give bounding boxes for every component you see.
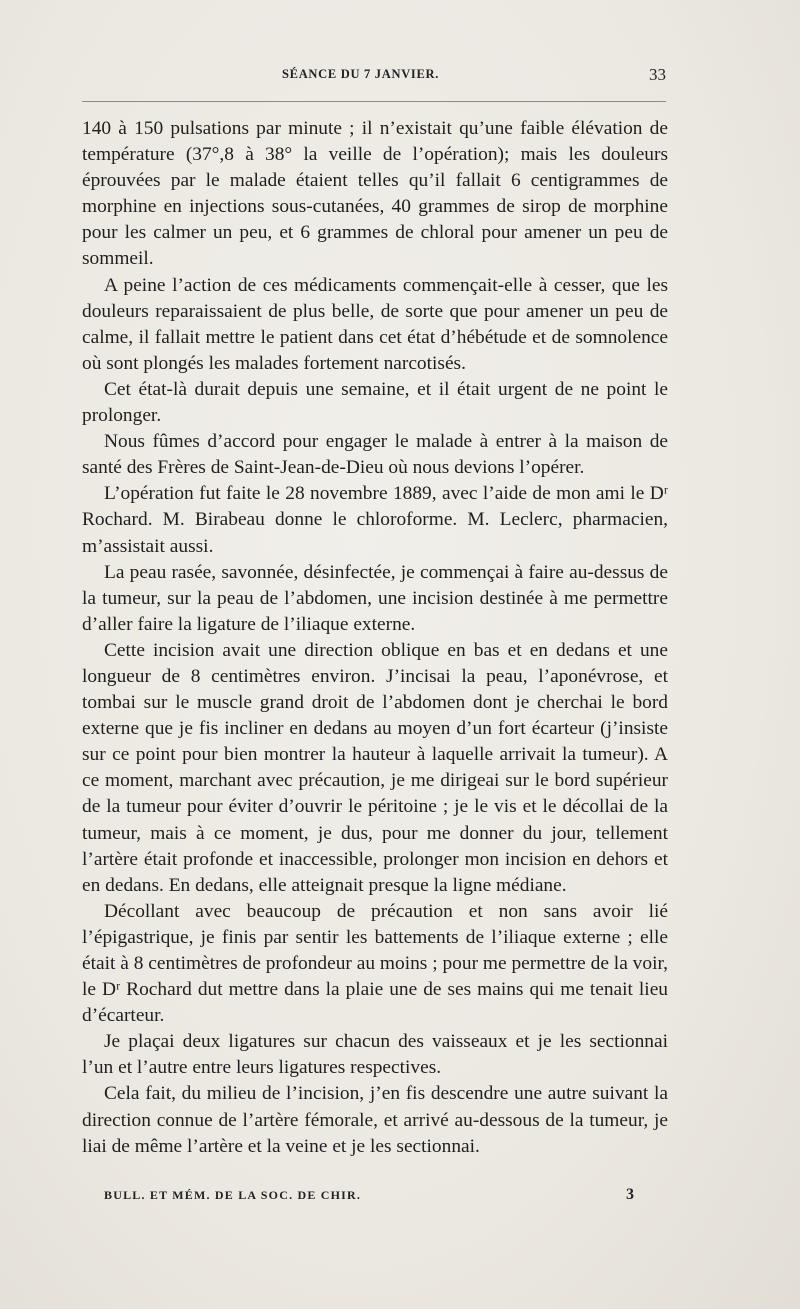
paragraph-6: La peau rasée, savonnée, désinfectée, je commençai à faire au-dessus de la tumeur, sur la peau de l’abdomen, une incision destinée à me permettre d’aller faire la ligature de l’iliaque externe. bbox=[82, 561, 668, 635]
page-header bbox=[82, 63, 666, 85]
paragraph-7: Cette incision avait une direction oblique en bas et en dedans et une longueur de 8 centimètres environ. J’incisai la peau, l’aponévrose, et tombai sur le muscle grand droit de l’abdomen dont je cherchai le bord externe que je fis incliner en dedans au moyen d’un fort écarteur (j’insiste sur ce point pour bien montrer la hauteur à laquelle arrivait la tumeur). A ce moment, marchant avec précaution, je me dirigeai sur le bord supérieur de la tumeur pour éviter d’ouvrir le péritoine ; je le vis et le décollai de la tumeur, mais à ce moment, je dus, pour me donner du jour, tellement l’artère était profonde et inaccessible, prolonger mon incision en dehors et en dedans. En dedans, elle atteignait presque la ligne médiane. bbox=[82, 639, 668, 896]
header-rule bbox=[82, 101, 666, 102]
signature-mark: 3 bbox=[626, 1186, 634, 1203]
page-footer bbox=[104, 1188, 634, 1208]
page-number: 33 bbox=[649, 65, 666, 84]
paragraph-5: L’opération fut faite le 28 novembre 1889, avec l’aide de mon ami le Dʳ Rochard. M. Birabeau donne le chloroforme. M. Leclerc, pharmacien, m’assistait aussi. bbox=[82, 483, 668, 557]
paragraph-8: Décollant avec beaucoup de précaution et non sans avoir lié l’épigastrique, je finis par sentir les battements de l’iliaque externe ; elle était à 8 centimètres de profondeur au moins ; pour me permettre de la voir, le Dʳ Rochard dut mettre dans la plaie une de ses mains qui me tenait lieu d’écarteur. bbox=[82, 900, 668, 1027]
paragraph-3: Cet état-là durait depuis une semaine, et il était urgent de ne point le prolonger. bbox=[82, 378, 668, 427]
paragraph-2: A peine l’action de ces médicaments commençait-elle à cesser, que les douleurs reparaissaient de plus belle, de sorte que pour amener un peu de calme, il fallait mettre le patient dans cet état d’hébétude et de somnolence où sont plongés les malades fortement narcotisés. bbox=[82, 274, 668, 374]
paragraph-1: 140 à 150 pulsations par minute ; il n’existait qu’une faible élévation de température (37°,8 à 38° la veille de l’opération); mais les douleurs éprouvées par le malade étaient telles qu’il fallait 6 centigrammes de morphine en injections sous-cutanées, 40 grammes de sirop de morphine pour les calmer un peu, et 6 grammes de chloral pour amener un peu de sommeil. bbox=[82, 118, 668, 270]
journal-title: BULL. ET MÉM. DE LA SOC. DE CHIR. bbox=[104, 1188, 362, 1202]
paragraph-9: Je plaçai deux ligatures sur chacun des vaisseaux et je les sectionnai l’un et l’autre entre leurs ligatures respectives. bbox=[82, 1031, 668, 1079]
paragraph-10: Cela fait, du milieu de l’incision, j’en fis descendre une autre suivant la direction connue de l’artère fémorale, et arrivé au-dessous de la tumeur, je liai de même l’artère et la veine et je les sectionnai. bbox=[82, 1083, 668, 1157]
body-text bbox=[82, 116, 668, 1160]
paragraph-4: Nous fûmes d’accord pour engager le malade à entrer à la maison de santé des Frères de Saint-Jean-de-Dieu où nous devions l’opérer. bbox=[82, 431, 668, 479]
running-head: SÉANCE DU 7 JANVIER. bbox=[282, 67, 440, 81]
